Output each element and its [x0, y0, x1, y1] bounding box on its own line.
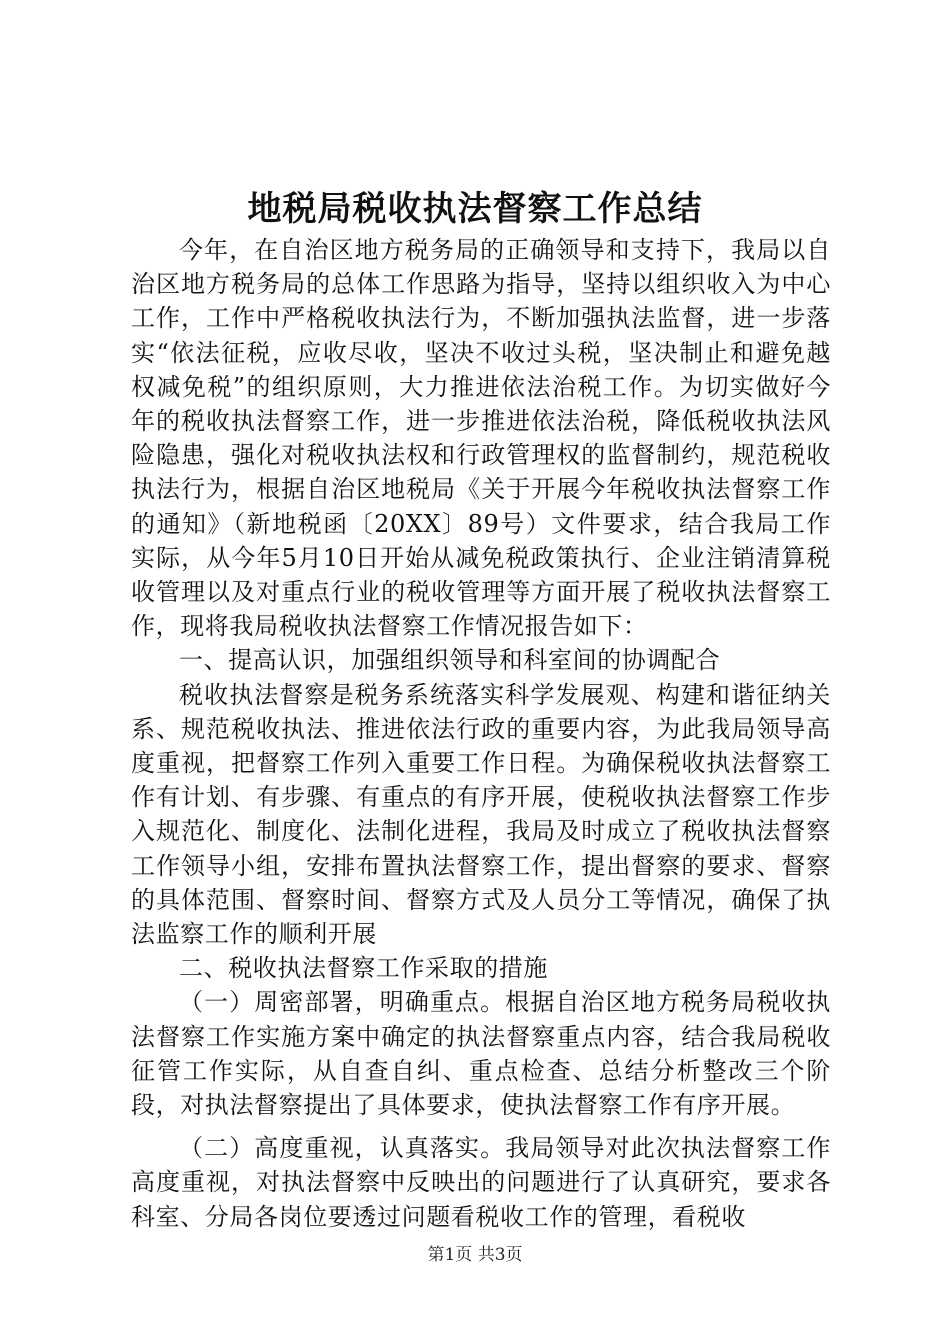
document-body	[131, 233, 831, 1234]
section-1-paragraph: 税收执法督察是税务系统落实科学发展观、构建和谐征纳关系、规范税收执法、推进依法行政的重要内容，为此我局领导高度重视，把督察工作列入重要工作日程。为确保税收执法督察工作有计划、有步骤、有重点的有序开展，使税收执法督察工作步入规范化、制度化、法制化进程，我局及时成立了税收执法督察工作领导小组，安排布置执法督察工作，提出督察的要求、督察的具体范围、督察时间、督察方式及人员分工等情况，确保了执法监察工作的顺利开展	[131, 680, 831, 949]
section-heading-2: 二、税收执法督察工作采取的措施	[179, 954, 548, 983]
document-title: 地税局税收执法督察工作总结	[247, 189, 703, 229]
section-heading-1: 一、提高认识，加强组织领导和科室间的协调配合	[179, 646, 721, 675]
page-footer: 第1页 共3页	[427, 1245, 523, 1265]
measure-2-paragraph: （二）高度重视，认真落实。我局领导对此次执法督察工作高度重视，对执法督察中反映出的问题进行了认真研究，要求各科室、分局各岗位要透过问题看税收工作的管理，看税收	[131, 1134, 831, 1231]
measure-1-paragraph: （一）周密部署，明确重点。根据自治区地方税务局税收执法督察工作实施方案中确定的执法督察重点内容，结合我局税收征管工作实际，从自查自纠、重点检查、总结分析整改三个阶段，对执法督察提出了具体要求，使执法督察工作有序开展。	[131, 988, 831, 1120]
intro-paragraph: 今年，在自治区地方税务局的正确领导和支持下，我局以自治区地方税务局的总体工作思路为指导，坚持以组织收入为中心工作，工作中严格税收执法行为，不断加强执法监督，进一步落实“依法征税，应收尽收，坚决不收过头税，坚决制止和避免越权减免税”的组织原则，大力推进依法治税工作。为切实做好今年的税收执法督察工作，进一步推进依法治税，降低税收执法风险隐患，强化对税收执法权和行政管理权的监督制约，规范税收执法行为，根据自治区地税局《关于开展今年税收执法督察工作的通知》（新地税函〔20XX〕89号）文件要求，结合我局工作实际，从今年5月10日开始从减免税政策执行、企业注销清算税收管理以及对重点行业的税收管理等方面开展了税收执法督察工作，现将我局税收执法督察工作情况报告如下：	[131, 236, 831, 641]
